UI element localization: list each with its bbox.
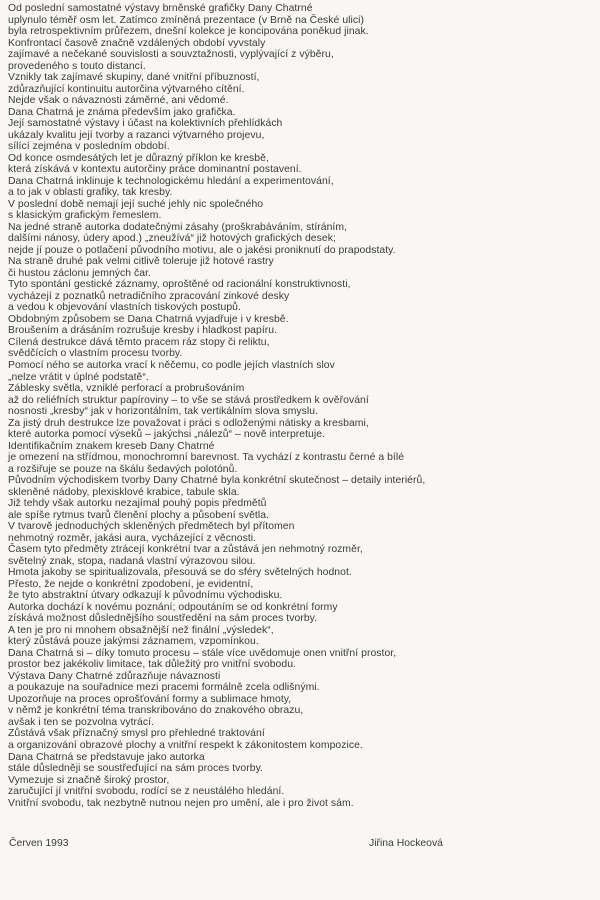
text-line: uplynulo téměř osm let. Zatímco zmíněná prezentace (v Brně na České ulici) [8, 14, 364, 26]
text-line: Dana Chatrná si – díky tomuto procesu – stále více uvědomuje onen vnitřní prostor, [8, 647, 397, 659]
text-line: Broušením a drásáním rozrušuje kresby i hladkost papíru. [8, 325, 278, 337]
text-line: dalšími nánosy, údery apod.) „zneužívá“ již hotových grafických desek; [8, 233, 336, 245]
text-line: Cílená destrukce dává těmto pracem ráz stopy či reliktu, [8, 336, 270, 348]
text-line: Na straně druhé pak velmi citlivě toleruje již hotové rastry [8, 256, 274, 268]
text-line: který zůstává pouze jakýmsi záznamem, vzpomínkou. [8, 636, 259, 648]
text-line: Dana Chatrná se představuje jako autorka [8, 751, 205, 763]
text-line: Vznikly tak zajímavé skupiny, dané vnitřní příbuzností, [8, 72, 260, 84]
text-line: Již tehdy však autorku nezajímal pouhý popis předmětů [8, 498, 267, 510]
text-line: avšak i ten se pozvolna vytrácí. [8, 716, 154, 728]
text-line: v němž je konkrétní téma transkribováno do znakového obrazu, [8, 705, 304, 717]
author-name: Jiřina Hockeová [369, 838, 443, 849]
text-line: stále důsledněji se soustřeďující na sám proces tvorby. [8, 763, 263, 775]
text-line: ale spíše rytmus tvarů členění plochy a působení světla. [8, 509, 269, 521]
text-line: Záblesky světla, vzniklé perforací a probrušováním [8, 383, 245, 395]
text-line: Upozorňuje na proces oprošťování formy a sublimace hmoty, [8, 693, 292, 705]
text-line: Za jistý druh destrukce lze považovat i práci s odloženými nátisky a kresbami, [8, 417, 369, 429]
text-line: Identifikačním znakem kreseb Dany Chatrné [8, 440, 215, 452]
text-line: a rozšiřuje se pouze na škálu šedavých polotónů. [8, 463, 238, 475]
essay-text [8, 3, 425, 809]
text-line: Časem tyto předměty ztrácejí konkrétní tvar a zůstává jen nehmotný rozměr, [8, 544, 363, 556]
text-line: a organizování obrazové plochy a vnitřní respekt k zákonitostem kompozice. [8, 740, 363, 751]
text-line: Zůstává však příznačný smysl pro přehledné traktování [8, 728, 265, 740]
text-line: je omezení na střídmou, monochromní barevnost. Ta vychází z kontrastu černé a bílé [8, 452, 405, 464]
text-line: provedeného s touto distancí. [8, 60, 146, 72]
text-line: zdůrazňující kontinuitu autorčina výtvarného cítění. [8, 83, 245, 95]
text-line: získává možnost důslednějšího soustředění na sám proces tvorby. [8, 613, 318, 625]
text-line: Tyto spontání gestické záznamy, oproštěné od racionální konstruktivnosti, [8, 279, 351, 291]
text-line: Hmota jakoby se spiritualizovala, přesouvá se do sféry světelných hodnot. [8, 567, 352, 579]
text-line: nehmotný rozměr, jakási aura, vycházející z věcnosti. [8, 532, 257, 544]
date: Červen 1993 [9, 838, 69, 849]
text-line: Vnitřní svobodu, tak nezbytně nutnou nejen pro umění, ale i pro život sám. [8, 797, 354, 809]
text-line: světelný znak, stopa, nadaná vlastní výrazovou silou. [8, 555, 256, 567]
text-line: vycházejí z poznatků netradičního zpracování zinkové desky [8, 290, 290, 302]
text-line: Na jedné straně autorka dodatečnými zásahy (proškrabáváním, stíráním, [8, 221, 347, 233]
text-line: a vedou k objevování vlastních tiskových postupů. [8, 302, 241, 314]
text-line: byla retrospektivním průřezem, dnešní kolekce je koncipována poněkud jinak. [8, 26, 369, 38]
text-line: skleněné nádoby, plexisklové krabice, tabule skla. [8, 486, 240, 498]
text-line: svědčících o vlastním procesu tvorby. [8, 348, 183, 360]
text-line: Vymezuje si značně široký prostor, [8, 774, 170, 786]
text-line: ukázaly kvalitu její tvorby a razanci výtvarného projevu, [8, 129, 265, 141]
text-line: Obdobným způsobem se Dana Chatrná vyjadřuje i v kresbě. [8, 313, 289, 325]
text-line: s klasickým grafickým řemeslem. [8, 210, 162, 222]
text-line: a to jak v oblasti grafiky, tak kresby. [8, 187, 173, 199]
text-line: zaručující jí vnitřní svobodu, rodící se z neustálého hledání. [8, 786, 285, 798]
text-line: Konfrontací časově značně vzdálených období vyvstaly [8, 37, 266, 49]
text-line: Od poslední samostatné výstavy brněnské grafičky Dany Chatrné [8, 3, 313, 14]
text-line: či hustou záclonu jemných čar. [8, 267, 152, 279]
text-line: zajímavé a nečekané souvislosti a souvztažnosti, vyplývající z výběru, [8, 49, 334, 61]
text-line: nosnosti „kresby“ jak v horizontálním, tak vertikálním slova smyslu. [8, 406, 319, 418]
text-line: které autorka pomocí výseků – jakýchsi „nálezů“ – nově interpretuje. [8, 429, 326, 441]
text-line: Dana Chatrná je známa především jako grafička. [8, 106, 236, 118]
text-line: Její samostatné výstavy i účast na kolektivních přehlídkách [8, 118, 283, 130]
text-line: Původním východiskem tvorby Dany Chatrné byla konkrétní skutečnost – detaily interiérů, [8, 475, 426, 487]
text-line: V tvarově jednoduchých skleněných předmětech byl přítomen [8, 521, 295, 533]
text-line: Autorka dochází k novému poznání; odpoutáním se od konkrétní formy [8, 601, 338, 613]
text-line: „nelze vrátit v úplné podstatě“. [8, 371, 149, 383]
text-line: až do reliéfních struktur papíroviny – to vše se stává prostředkem k ověřování [8, 394, 369, 406]
text-line: a poukazuje na souřadnice mezi pracemi formálně zcela odlišnými. [8, 682, 320, 694]
text-line: prostor bez jakékoliv limitace, tak důležitý pro vnitřní svobodu. [8, 659, 296, 671]
text-line: A ten je pro ni mnohem obsažnější než finální „výsledek“, [8, 624, 274, 636]
text-line: V poslední době nemají její suché jehly nic společného [8, 198, 264, 210]
text-line: sílící zejména v posledním období. [8, 141, 170, 153]
text-line: že tyto abstraktní útvary odkazují k původnímu východisku. [8, 590, 283, 602]
text-line: Pomocí ného se autorka vrací k něčemu, co podle jejích vlastních slov [8, 359, 335, 371]
text-line: Od konce osmdesátých let je důrazný příklon ke kresbě, [8, 152, 269, 164]
text-line: Přesto, že nejde o konkrétní zpodobení, je evidentní, [8, 578, 254, 590]
text-line: Nejde však o návaznosti záměrné, ani vědomé. [8, 95, 229, 107]
text-line: která získává v kontextu autorčiny práce dominantní postavení. [8, 164, 302, 176]
text-line: nejde jí pouze o potlačení původního motivu, ale o jakési proniknutí do prapodstaty. [8, 244, 396, 256]
text-line: Výstava Dany Chatrné zdůrazňuje návaznosti [8, 670, 221, 682]
text-line: Dana Chatrná inklinuje k technologickému hledání a experimentování, [8, 175, 334, 187]
